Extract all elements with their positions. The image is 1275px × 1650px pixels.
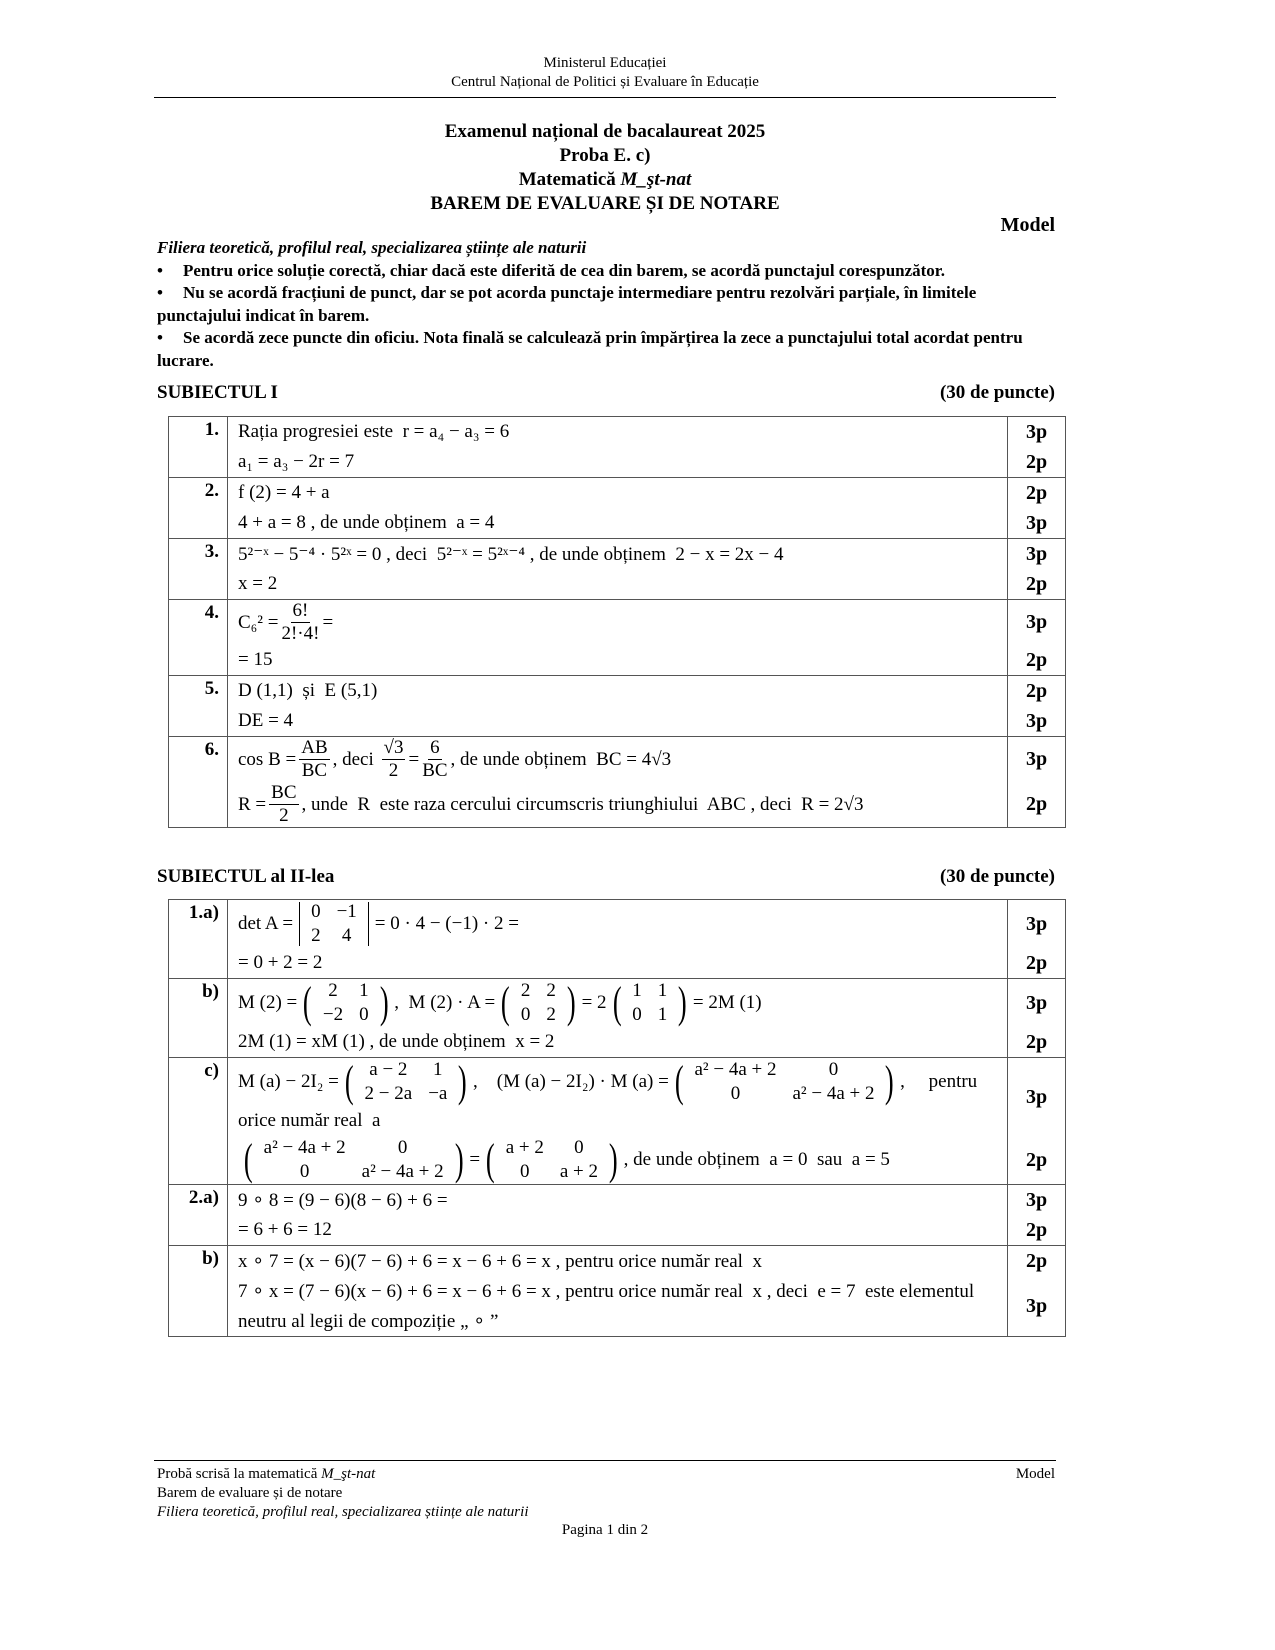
matrix-entry: 0 (311, 901, 321, 922)
formula-text: = 15 (238, 649, 273, 670)
matrix-entry: 2 − 2a (364, 1083, 413, 1104)
solution-step (228, 447, 1065, 477)
matrix-bracket: ( (485, 1135, 495, 1184)
formula-text: , de unde obținem BC = 4√3 (450, 748, 672, 770)
solution-step (228, 979, 1065, 1027)
table-row (169, 1246, 1066, 1337)
matrix-entry: 0 (520, 1004, 531, 1025)
solution-step (228, 600, 1065, 645)
fraction-numerator: BC (271, 782, 297, 803)
item-body (228, 417, 1066, 478)
formula-text: M (a) − 2I₂ = (238, 1071, 339, 1092)
fraction-denominator: 2 (388, 760, 399, 781)
solution-step (228, 417, 1065, 447)
solution-step (228, 948, 1065, 978)
formula-line (238, 1215, 999, 1245)
matrix-entry: 4 (341, 925, 352, 946)
table-row (169, 417, 1066, 478)
fraction (299, 737, 329, 782)
footer-text: Probă scrisă la matematică (157, 1466, 322, 1482)
fraction-denominator: 2 (279, 805, 289, 826)
formula-line (238, 737, 999, 782)
matrix (342, 1058, 470, 1106)
fraction (382, 737, 406, 782)
barem-table-subiect-1 (168, 416, 1066, 828)
solution-step (228, 1215, 1065, 1245)
determinant-bar (368, 902, 369, 946)
table-row (169, 900, 1066, 979)
step-points: 3p (1007, 706, 1065, 736)
matrix-entry: 1 (632, 980, 642, 1001)
step-points: 2p (1007, 1136, 1065, 1184)
formula-line (238, 706, 999, 736)
formula-text: = 6 + 6 = 12 (238, 1219, 332, 1240)
fraction (269, 782, 298, 827)
step-points: 2p (1007, 948, 1065, 978)
matrix-entry: 2 (546, 1004, 556, 1025)
formula-text: , deci (332, 748, 379, 770)
document-title (0, 120, 1210, 216)
formula-text: 7 ∘ x = (7 − 6)(x − 6) + 6 = x − 6 + 6 = x , pentru orice număr real x , deci e = 7 este elementul (238, 1280, 975, 1302)
center-name: Centrul Național de Politici și Evaluare în Educație (451, 74, 759, 90)
footer-filiera: Filiera teoretică, profilul real, specializarea științe ale naturii (157, 1504, 529, 1520)
step-content (228, 737, 1007, 782)
fraction (422, 737, 447, 782)
matrix-entry: −1 (336, 901, 357, 922)
solution-step (228, 1027, 1065, 1057)
matrix-entry: 0 (520, 1161, 530, 1182)
item-body (228, 1246, 1066, 1337)
step-content (228, 706, 1007, 736)
solution-step (228, 1185, 1065, 1215)
step-content (228, 1215, 1007, 1245)
footer-profile: M_şt-nat (321, 1466, 376, 1482)
table-row (169, 539, 1066, 600)
header-divider (154, 97, 1056, 98)
matrix-entry: 0 (574, 1137, 584, 1158)
table-row (169, 979, 1066, 1058)
matrix-bracket: ( (344, 1057, 354, 1106)
matrix-entry: 0 (828, 1059, 839, 1080)
formula-line (238, 1306, 999, 1336)
item-body (228, 478, 1066, 539)
matrix-bracket: ) (678, 978, 687, 1027)
step-content (228, 1276, 1007, 1336)
formula-line (238, 508, 999, 538)
step-points: 3p (1007, 1185, 1065, 1215)
bullet-text: Se acordă zece puncte din oficiu. Nota finală se calculează prin împărțirea la zece a punctajului total acordat pentru lucrare. (157, 328, 1023, 370)
bullet-text: Pentru orice soluție corectă, chiar dacă este diferită de cea din barem, se acordă punctajul corespunzător. (183, 260, 946, 280)
matrix-entry: 2 (328, 980, 338, 1001)
formula-text: , M (2) · A = (394, 992, 496, 1013)
formula-text: R = (238, 793, 267, 815)
item-body (228, 676, 1066, 737)
step-content (228, 676, 1007, 706)
matrix-entry: 1 (359, 980, 369, 1001)
table-row (169, 676, 1066, 737)
solution-step (228, 737, 1065, 782)
step-points: 2p (1007, 1215, 1065, 1245)
formula-text: neutru al legii de compoziție „ ∘ ” (238, 1310, 499, 1332)
solution-step (228, 1058, 1065, 1136)
formula-text: = (469, 1149, 481, 1170)
solution-step (228, 1246, 1065, 1276)
formula-text: DE = 4 (238, 710, 294, 731)
step-points: 3p (1007, 600, 1065, 645)
table-row (169, 478, 1066, 539)
step-content (228, 1185, 1007, 1215)
model-label: Model (1000, 214, 1055, 236)
footer-model: Model (1015, 1466, 1055, 1482)
matrix-bracket: ) (454, 1135, 464, 1184)
item-label: 1.a) (169, 900, 228, 979)
step-content (228, 1027, 1007, 1057)
step-content (228, 1136, 1007, 1184)
step-points: 2p (1007, 676, 1065, 706)
subject-label: Matematică (518, 169, 621, 190)
matrix-entry: 0 (397, 1137, 408, 1158)
fraction-denominator: BC (301, 760, 328, 781)
subject-profile: M_şt-nat (620, 169, 692, 190)
step-content (228, 508, 1007, 538)
matrix-bracket: ( (612, 978, 622, 1027)
section-heading-1 (157, 382, 1055, 404)
step-content (228, 478, 1007, 508)
barem-table-subiect-2 (168, 899, 1066, 1337)
matrix-entry: 0 (299, 1161, 310, 1182)
formula-text: D (1,1) și E (5,1) (238, 680, 378, 701)
filiera-text: Filiera teoretică, profilul real, specializarea științe ale naturii (157, 238, 587, 257)
matrix-entry: 1 (433, 1059, 443, 1080)
matrix (300, 979, 391, 1027)
formula-line (238, 1185, 999, 1215)
fraction-numerator: √3 (383, 737, 404, 758)
item-body (228, 979, 1066, 1058)
step-points: 2p (1007, 645, 1065, 675)
matrix-bracket: ( (303, 978, 312, 1027)
matrix-entry: a² − 4a + 2 (792, 1083, 875, 1104)
formula-text: 5²⁻ˣ − 5⁻⁴ · 5²ˣ = 0 , deci 5²⁻ˣ = 5²ˣ⁻⁴ , de unde obținem 2 − x = 2x − 4 (238, 543, 784, 565)
solution-step (228, 508, 1065, 538)
step-points: 2p (1007, 478, 1065, 508)
matrix-bracket: ) (379, 978, 389, 1027)
formula-line (238, 948, 999, 978)
formula-text: , pentru (900, 1071, 978, 1092)
matrix-entry: a − 2 (369, 1059, 408, 1080)
formula-line (238, 600, 999, 645)
item-body (228, 600, 1066, 676)
table-row (169, 1185, 1066, 1246)
formula-text: = (408, 748, 420, 770)
instructions (157, 237, 1055, 372)
formula-line (238, 900, 999, 948)
step-points: 3p (1007, 539, 1065, 569)
item-body (228, 1058, 1066, 1185)
matrix-entry: 2 (546, 980, 556, 1001)
step-content (228, 782, 1007, 827)
formula-text: orice număr real a (238, 1110, 381, 1131)
formula-line (238, 782, 999, 827)
formula-text: f (2) = 4 + a (238, 482, 330, 503)
solution-step (228, 706, 1065, 736)
matrix-entry: 1 (657, 980, 668, 1001)
formula-text: cos B = (238, 748, 297, 770)
matrix (672, 1058, 897, 1106)
item-body (228, 737, 1066, 828)
step-points: 2p (1007, 447, 1065, 477)
solution-step (228, 900, 1065, 948)
instruction-bullet: • Se acordă zece puncte din oficiu. Nota finală se calculează prin împărțirea la zece a punctajului total acordat pentru lucrare. (157, 328, 1023, 370)
solution-step (228, 676, 1065, 706)
matrix-entry: a² − 4a + 2 (361, 1161, 444, 1182)
page-footer (157, 1465, 1055, 1522)
step-points: 3p (1007, 737, 1065, 782)
item-label: 4. (169, 600, 228, 676)
formula-text: det A = (238, 913, 294, 934)
formula-line (238, 1106, 999, 1136)
formula-line (238, 1136, 999, 1184)
table-row (169, 1058, 1066, 1185)
step-content (228, 1058, 1007, 1136)
step-content (228, 417, 1007, 447)
step-points: 3p (1007, 1276, 1065, 1336)
determinant (296, 900, 372, 948)
item-label: 2.a) (169, 1185, 228, 1246)
formula-line (238, 1276, 999, 1306)
item-label: 3. (169, 539, 228, 600)
matrix-entry: 1 (657, 1004, 668, 1025)
formula-text: C₆² = (238, 611, 279, 633)
fraction-numerator: 6! (292, 600, 309, 621)
section-heading-2 (157, 866, 1055, 888)
matrix-bracket: ) (566, 978, 576, 1027)
step-content (228, 600, 1007, 645)
formula-line (238, 569, 999, 599)
matrix-entry: 0 (730, 1083, 741, 1104)
determinant-bar (299, 902, 300, 946)
instruction-bullet: • Pentru orice soluție corectă, chiar dacă este diferită de cea din barem, se acordă punctajul corespunzător. (157, 260, 946, 280)
item-label: 5. (169, 676, 228, 737)
step-content (228, 539, 1007, 569)
step-points: 3p (1007, 417, 1065, 447)
formula-text: = (322, 611, 334, 633)
matrix-entry: 0 (632, 1004, 642, 1025)
matrix-bracket: ( (674, 1057, 684, 1106)
solution-step (228, 569, 1065, 599)
matrix (498, 979, 578, 1027)
formula-text: x ∘ 7 = (x − 6)(7 − 6) + 6 = x − 6 + 6 = x , pentru orice număr real x (238, 1250, 762, 1272)
formula-text: M (2) = (238, 992, 298, 1013)
formula-text: Rația progresiei este r = a₄ − a₃ = 6 (238, 421, 510, 442)
formula-text: = 2M (1) (692, 992, 762, 1013)
matrix (610, 979, 690, 1027)
step-points: 2p (1007, 782, 1065, 827)
step-points: 3p (1007, 900, 1065, 948)
matrix-entry: −2 (322, 1004, 344, 1025)
formula-text: = 2 (581, 992, 607, 1013)
matrix-entry: −a (428, 1083, 448, 1104)
page-number: Pagina 1 din 2 (561, 1522, 649, 1538)
item-label: b) (169, 979, 228, 1058)
formula-text: , (M (a) − 2I₂) · M (a) = (473, 1071, 669, 1092)
solution-step (228, 645, 1065, 675)
solution-step (228, 1276, 1065, 1336)
matrix-entry: a + 2 (505, 1137, 544, 1158)
formula-line (238, 1027, 999, 1057)
matrix-entry: a² − 4a + 2 (263, 1137, 346, 1158)
step-content (228, 569, 1007, 599)
step-points: 2p (1007, 1027, 1065, 1057)
formula-line (238, 447, 999, 477)
item-label: b) (169, 1246, 228, 1337)
solution-step (228, 1136, 1065, 1184)
exam-proba: Proba E. c) (559, 145, 651, 166)
matrix-bracket: ( (243, 1135, 253, 1184)
instruction-bullet: • Nu se acordă fracțiuni de punct, dar se pot acorda punctaje intermediare pentru rezolvări parțiale, în limitele punctajului indicat în barem. (157, 283, 977, 325)
step-points: 3p (1007, 1058, 1065, 1136)
formula-text: = 0 + 2 = 2 (238, 952, 323, 973)
bullet-text: Nu se acordă fracțiuni de punct, dar se pot acorda punctaje intermediare pentru rezolvări parțiale, în limitele punctajului indicat în barem. (157, 283, 977, 325)
matrix (483, 1136, 621, 1184)
ministry-name: Ministerul Educației (543, 55, 667, 71)
footer-divider (154, 1460, 1056, 1461)
step-content (228, 447, 1007, 477)
item-body (228, 539, 1066, 600)
item-label: c) (169, 1058, 228, 1185)
item-label: 1. (169, 417, 228, 478)
formula-line (238, 539, 999, 569)
matrix-bracket: ) (458, 1057, 468, 1106)
formula-text: , de unde obținem a = 0 sau a = 5 (623, 1149, 890, 1170)
formula-text: 9 ∘ 8 = (9 − 6)(8 − 6) + 6 = (238, 1189, 448, 1211)
footer-line-2: Barem de evaluare și de notare (157, 1485, 343, 1501)
solution-step (228, 782, 1065, 827)
matrix-entry: 0 (359, 1004, 369, 1025)
step-points: 2p (1007, 1246, 1065, 1276)
solution-step (228, 478, 1065, 508)
item-body (228, 900, 1066, 979)
footer-line-1 (157, 1465, 1055, 1484)
formula-text: = 0 · 4 − (−1) · 2 = (374, 913, 519, 934)
page-header (0, 54, 1210, 92)
step-points: 3p (1007, 979, 1065, 1027)
formula-line (238, 645, 999, 675)
step-content (228, 645, 1007, 675)
exam-title: Examenul național de bacalaureat 2025 (444, 121, 766, 142)
table-row (169, 737, 1066, 828)
section-points: (30 de puncte) (939, 382, 1055, 403)
exam-subject (0, 168, 1210, 192)
formula-line (238, 417, 999, 447)
step-content (228, 900, 1007, 948)
matrix-entry: a² − 4a + 2 (694, 1059, 777, 1080)
fraction (281, 600, 319, 645)
solution-step (228, 539, 1065, 569)
table-row (169, 600, 1066, 676)
item-label: 6. (169, 737, 228, 828)
formula-line (238, 676, 999, 706)
fraction-numerator: 6 (430, 737, 440, 758)
matrix-entry: a + 2 (559, 1161, 598, 1182)
matrix-entry: 2 (311, 925, 321, 946)
section-points: (30 de puncte) (939, 866, 1055, 887)
formula-text: 2M (1) = xM (1) , de unde obținem x = 2 (238, 1031, 555, 1052)
formula-text: , unde R este raza cercului circumscris triunghiului ABC , deci R = 2√3 (301, 793, 864, 815)
matrix-entry: 2 (520, 980, 531, 1001)
step-content (228, 948, 1007, 978)
step-content (228, 1246, 1007, 1276)
matrix-bracket: ( (501, 978, 510, 1027)
barem-title: BAREM DE EVALUARE ȘI DE NOTARE (430, 193, 780, 214)
formula-line (238, 1058, 999, 1106)
step-content (228, 979, 1007, 1027)
fraction-denominator: 2!·4! (281, 623, 320, 644)
step-points: 3p (1007, 508, 1065, 538)
item-label: 2. (169, 478, 228, 539)
matrix-bracket: ) (885, 1057, 895, 1106)
item-body (228, 1185, 1066, 1246)
formula-text: x = 2 (238, 573, 278, 594)
matrix-bracket: ) (608, 1135, 618, 1184)
formula-line (238, 979, 999, 1027)
formula-text: a₁ = a₃ − 2r = 7 (238, 451, 355, 472)
formula-line (238, 1246, 999, 1276)
step-points: 2p (1007, 569, 1065, 599)
fraction-numerator: AB (301, 737, 328, 758)
section-title: SUBIECTUL I (157, 382, 278, 403)
formula-text: 4 + a = 8 , de unde obținem a = 4 (238, 512, 495, 533)
section-title: SUBIECTUL al II-lea (157, 866, 335, 887)
footer-line-3 (157, 1503, 1055, 1522)
matrix (241, 1136, 466, 1184)
formula-line (238, 478, 999, 508)
fraction-denominator: BC (422, 760, 448, 781)
